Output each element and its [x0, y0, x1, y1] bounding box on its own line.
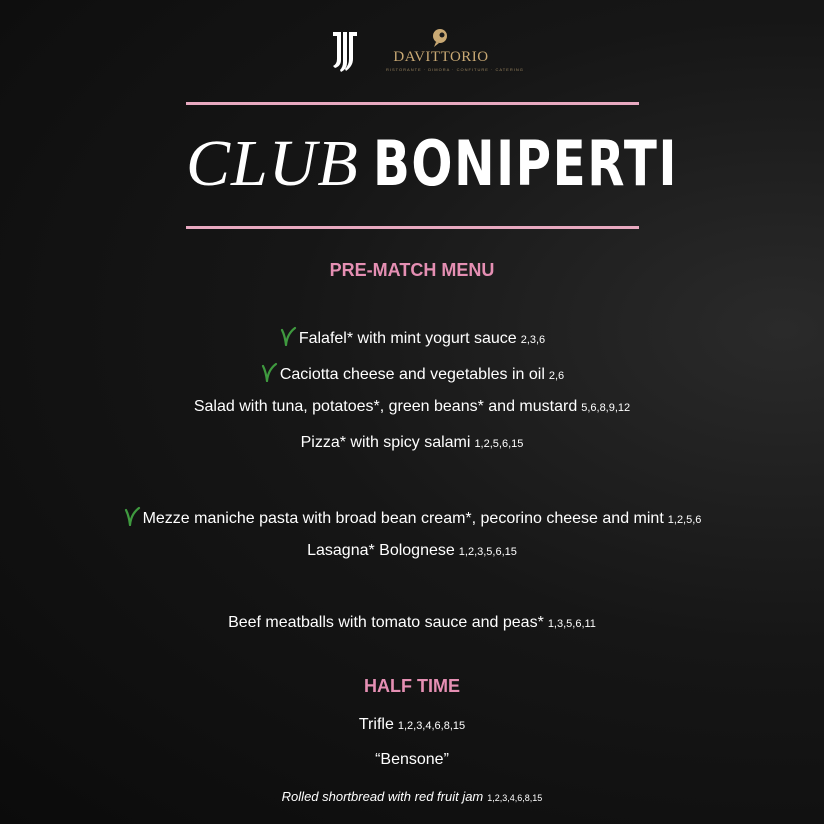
- menu-item: [0, 362, 824, 384]
- allergen-codes: 1,3,5,6,11: [547, 618, 596, 630]
- menu-item-name: Pizza* with spicy salami: [300, 434, 471, 451]
- menu-item-name: Trifle: [358, 716, 394, 733]
- menu-item: [0, 542, 824, 560]
- davittorio-mark-icon: [430, 28, 452, 48]
- menu-item: [0, 506, 824, 528]
- allergen-codes: 2,6: [548, 370, 565, 382]
- menu-item: [0, 716, 824, 734]
- menu-item: [0, 751, 824, 769]
- section-half-time: HALF TIME: [364, 676, 460, 696]
- menu-item: [0, 398, 824, 416]
- allergen-codes: 5,6,8,9,12: [581, 402, 631, 414]
- menu-item: [0, 326, 824, 348]
- title-club: CLUB: [186, 127, 359, 200]
- leaf-icon: [279, 326, 297, 346]
- allergen-codes: 1,2,5,6: [667, 514, 702, 526]
- menu-item-name: Salad with tuna, potatoes*, green beans* and mustard: [193, 398, 578, 415]
- leaf-icon: [123, 506, 141, 526]
- allergen-codes: 1,2,3,4,6,8,15: [487, 793, 543, 803]
- menu-item-description: [0, 789, 824, 804]
- menu-item-name: Lasagna* Bolognese: [307, 542, 455, 559]
- davittorio-logo: [386, 28, 524, 78]
- menu-item-name: Rolled shortbread with red fruit jam: [281, 789, 484, 804]
- partner-tagline: RISTORANTE · DIMORA · CONFITURE · CATERING: [386, 67, 524, 72]
- menu-item-name: Beef meatballs with tomato sauce and peas*: [228, 614, 544, 631]
- allergen-codes: 2,3,6: [520, 334, 546, 346]
- menu-item-name: Caciotta cheese and vegetables in oil: [279, 366, 545, 383]
- allergen-codes: 1,2,3,4,6,8,15: [397, 720, 466, 732]
- section-pre-match: PRE-MATCH MENU: [329, 260, 495, 280]
- leaf-icon: [260, 362, 278, 382]
- allergen-codes: 1,2,5,6,15: [474, 438, 524, 450]
- menu-item-name: “Bensone”: [375, 751, 449, 768]
- partner-name: DAVITTORIO: [393, 49, 489, 65]
- menu-item-name: Falafel* with mint yogurt sauce: [298, 330, 517, 347]
- title-boniperti: BONIPERTI: [372, 127, 678, 200]
- juventus-logo: [330, 30, 360, 74]
- menu-item-name: Mezze maniche pasta with broad bean cream*, pecorino cheese and mint: [142, 510, 664, 527]
- page-title: [186, 126, 678, 206]
- title-rule-bottom: [186, 226, 639, 229]
- header-logos: [0, 28, 824, 78]
- menu-item: [0, 614, 824, 632]
- allergen-codes: 1,2,3,5,6,15: [458, 546, 517, 558]
- title-rule-top: [186, 102, 639, 105]
- menu-item: [0, 434, 824, 452]
